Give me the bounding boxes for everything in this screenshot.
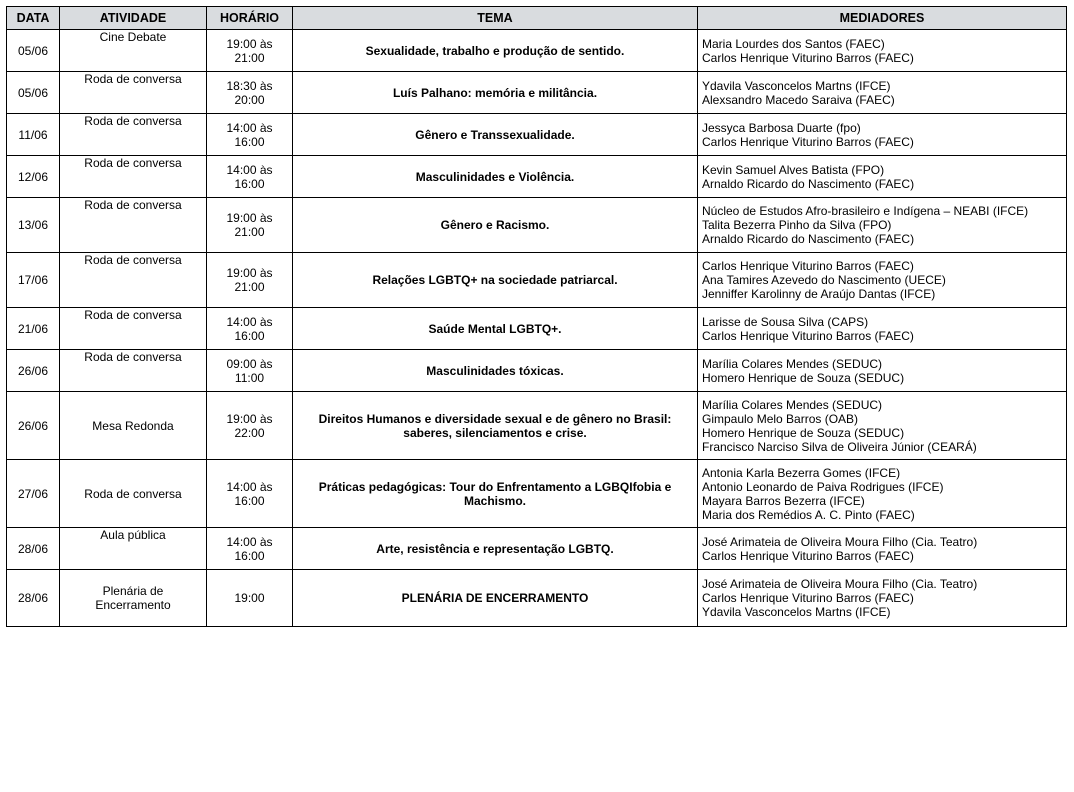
date-cell: 05/06 [7,72,60,114]
mediator-name: Carlos Henrique Viturino Barros (FAEC) [702,134,914,149]
time-line: 20:00 [234,92,265,107]
activity-cell: Roda de conversa [60,253,207,308]
table-row [7,156,1067,198]
mediators-cell [698,198,1067,253]
mediators-cell [698,114,1067,156]
time-line: 14:00 às [226,479,273,494]
mediators-cell [698,570,1067,627]
table-row [7,198,1067,253]
mediator-name: Maria dos Remédios A. C. Pinto (FAEC) [702,507,915,522]
mediators-cell [698,350,1067,392]
time-line: 09:00 às [226,356,273,371]
time-line: 16:00 [234,134,265,149]
time-line: 18:30 às [226,78,273,93]
time-line: 21:00 [234,50,265,65]
theme-cell: Direitos Humanos e diversidade sexual e de gênero no Brasil: saberes, silenciamentos e crise. [293,392,698,460]
activity-cell: Aula pública [60,528,207,570]
mediators-cell [698,528,1067,570]
mediator-name: Homero Henrique de Souza (SEDUC) [702,425,905,440]
mediator-name: Mayara Barros Bezerra (IFCE) [702,493,865,508]
time-cell [207,30,293,72]
mediator-name: Alexsandro Macedo Saraiva (FAEC) [702,92,895,107]
mediator-name: Arnaldo Ricardo do Nascimento (FAEC) [702,176,915,191]
time-line: 14:00 às [226,162,273,177]
date-cell: 13/06 [7,198,60,253]
mediator-name: Carlos Henrique Viturino Barros (FAEC) [702,591,914,605]
time-line: 16:00 [234,328,265,343]
mediators-cell [698,253,1067,308]
time-cell [207,308,293,350]
theme-cell: Arte, resistência e representação LGBTQ. [293,528,698,570]
mediator-name: Carlos Henrique Viturino Barros (FAEC) [702,259,914,273]
time-line: 14:00 às [226,314,273,329]
mediator-name: Carlos Henrique Viturino Barros (FAEC) [702,328,914,343]
time-cell [207,72,293,114]
mediator-name: Jenniffer Karolinny de Araújo Dantas (IFCE) [702,287,936,301]
mediator-name: Francisco Narciso Silva de Oliveira Júnior (CEARÁ) [702,439,977,454]
activity-cell: Mesa Redonda [60,392,207,460]
theme-cell: Sexualidade, trabalho e produção de sentido. [293,30,698,72]
header-mediadores: MEDIADORES [698,7,1067,30]
mediator-name: Antonio Leonardo de Paiva Rodrigues (IFCE) [702,479,944,494]
theme-cell: Masculinidades tóxicas. [293,350,698,392]
mediator-name: Kevin Samuel Alves Batista (FPO) [702,162,885,177]
schedule-body [7,30,1067,627]
mediators-cell [698,308,1067,350]
theme-cell: Práticas pedagógicas: Tour do Enfrentamento a LGBQIfobia e Machismo. [293,460,698,528]
time-line: 21:00 [234,225,265,239]
header-tema: TEMA [293,7,698,30]
activity-cell: Roda de conversa [60,460,207,528]
table-row [7,528,1067,570]
table-row [7,72,1067,114]
schedule-table [6,6,1067,627]
time-cell [207,253,293,308]
date-cell: 28/06 [7,570,60,627]
time-line: 16:00 [234,493,265,508]
date-cell: 28/06 [7,528,60,570]
table-row [7,114,1067,156]
date-cell: 26/06 [7,392,60,460]
table-row [7,308,1067,350]
time-line: 14:00 às [226,120,273,135]
date-cell: 11/06 [7,114,60,156]
mediator-name: Carlos Henrique Viturino Barros (FAEC) [702,50,914,65]
mediator-name: Maria Lourdes dos Santos (FAEC) [702,36,885,51]
mediator-name: José Arimateia de Oliveira Moura Filho (Cia. Teatro) [702,577,978,591]
date-cell: 05/06 [7,30,60,72]
time-cell [207,570,293,627]
activity-cell: Roda de conversa [60,198,207,253]
time-line: 11:00 [234,370,265,385]
activity-cell: Roda de conversa [60,156,207,198]
date-cell: 21/06 [7,308,60,350]
mediator-name: Larisse de Sousa Silva (CAPS) [702,314,869,329]
time-line: 21:00 [234,280,265,294]
mediators-cell [698,72,1067,114]
time-cell [207,198,293,253]
theme-cell: Relações LGBTQ+ na sociedade patriarcal. [293,253,698,308]
time-cell [207,156,293,198]
activity-cell: Plenária de Encerramento [60,570,207,627]
header-data: DATA [7,7,60,30]
time-line: 16:00 [234,176,265,191]
time-line: 19:00 às [226,211,273,225]
mediators-cell [698,156,1067,198]
theme-cell: Luís Palhano: memória e militância. [293,72,698,114]
table-row [7,392,1067,460]
date-cell: 27/06 [7,460,60,528]
date-cell: 17/06 [7,253,60,308]
time-cell [207,350,293,392]
mediator-name: Arnaldo Ricardo do Nascimento (FAEC) [702,232,915,246]
activity-cell: Roda de conversa [60,114,207,156]
header-row [7,7,1067,30]
time-line: 19:00 [234,591,265,605]
header-atividade: ATIVIDADE [60,7,207,30]
mediators-cell [698,30,1067,72]
table-row [7,570,1067,627]
mediator-name: Marília Colares Mendes (SEDUC) [702,356,883,371]
mediator-name: Gimpaulo Melo Barros (OAB) [702,411,859,426]
table-row [7,350,1067,392]
mediator-name: Carlos Henrique Viturino Barros (FAEC) [702,548,914,563]
mediator-name: Talita Bezerra Pinho da Silva (FPO) [702,218,892,232]
mediator-name: Núcleo de Estudos Afro-brasileiro e Indígena – NEABI (IFCE) [702,204,1029,218]
mediator-name: Jessyca Barbosa Duarte (fpo) [702,120,861,135]
mediators-cell [698,392,1067,460]
time-cell [207,114,293,156]
time-line: 19:00 às [226,411,273,426]
mediator-name: José Arimateia de Oliveira Moura Filho (Cia. Teatro) [702,534,978,549]
table-row [7,253,1067,308]
date-cell: 12/06 [7,156,60,198]
time-cell [207,392,293,460]
time-line: 19:00 às [226,36,273,51]
date-cell: 26/06 [7,350,60,392]
activity-cell: Roda de conversa [60,308,207,350]
mediator-name: Ydavila Vasconcelos Martns (IFCE) [702,605,891,619]
time-line: 16:00 [234,548,265,563]
time-line: 22:00 [234,425,265,440]
table-row [7,30,1067,72]
time-cell [207,528,293,570]
mediator-name: Antonia Karla Bezerra Gomes (IFCE) [702,465,901,480]
mediator-name: Marília Colares Mendes (SEDUC) [702,397,883,412]
time-line: 19:00 às [226,266,273,280]
mediator-name: Homero Henrique de Souza (SEDUC) [702,370,905,385]
mediators-cell [698,460,1067,528]
mediator-name: Ana Tamires Azevedo do Nascimento (UECE) [702,273,946,287]
theme-cell: Gênero e Racismo. [293,198,698,253]
theme-cell: Gênero e Transsexualidade. [293,114,698,156]
activity-cell: Cine Debate [60,30,207,72]
mediator-name: Ydavila Vasconcelos Martns (IFCE) [702,78,891,93]
table-row [7,460,1067,528]
activity-cell: Roda de conversa [60,72,207,114]
header-horario: HORÁRIO [207,7,293,30]
activity-cell: Roda de conversa [60,350,207,392]
time-line: 14:00 às [226,534,273,549]
time-cell [207,460,293,528]
theme-cell: Masculinidades e Violência. [293,156,698,198]
theme-cell: PLENÁRIA DE ENCERRAMENTO [293,570,698,627]
theme-cell: Saúde Mental LGBTQ+. [293,308,698,350]
